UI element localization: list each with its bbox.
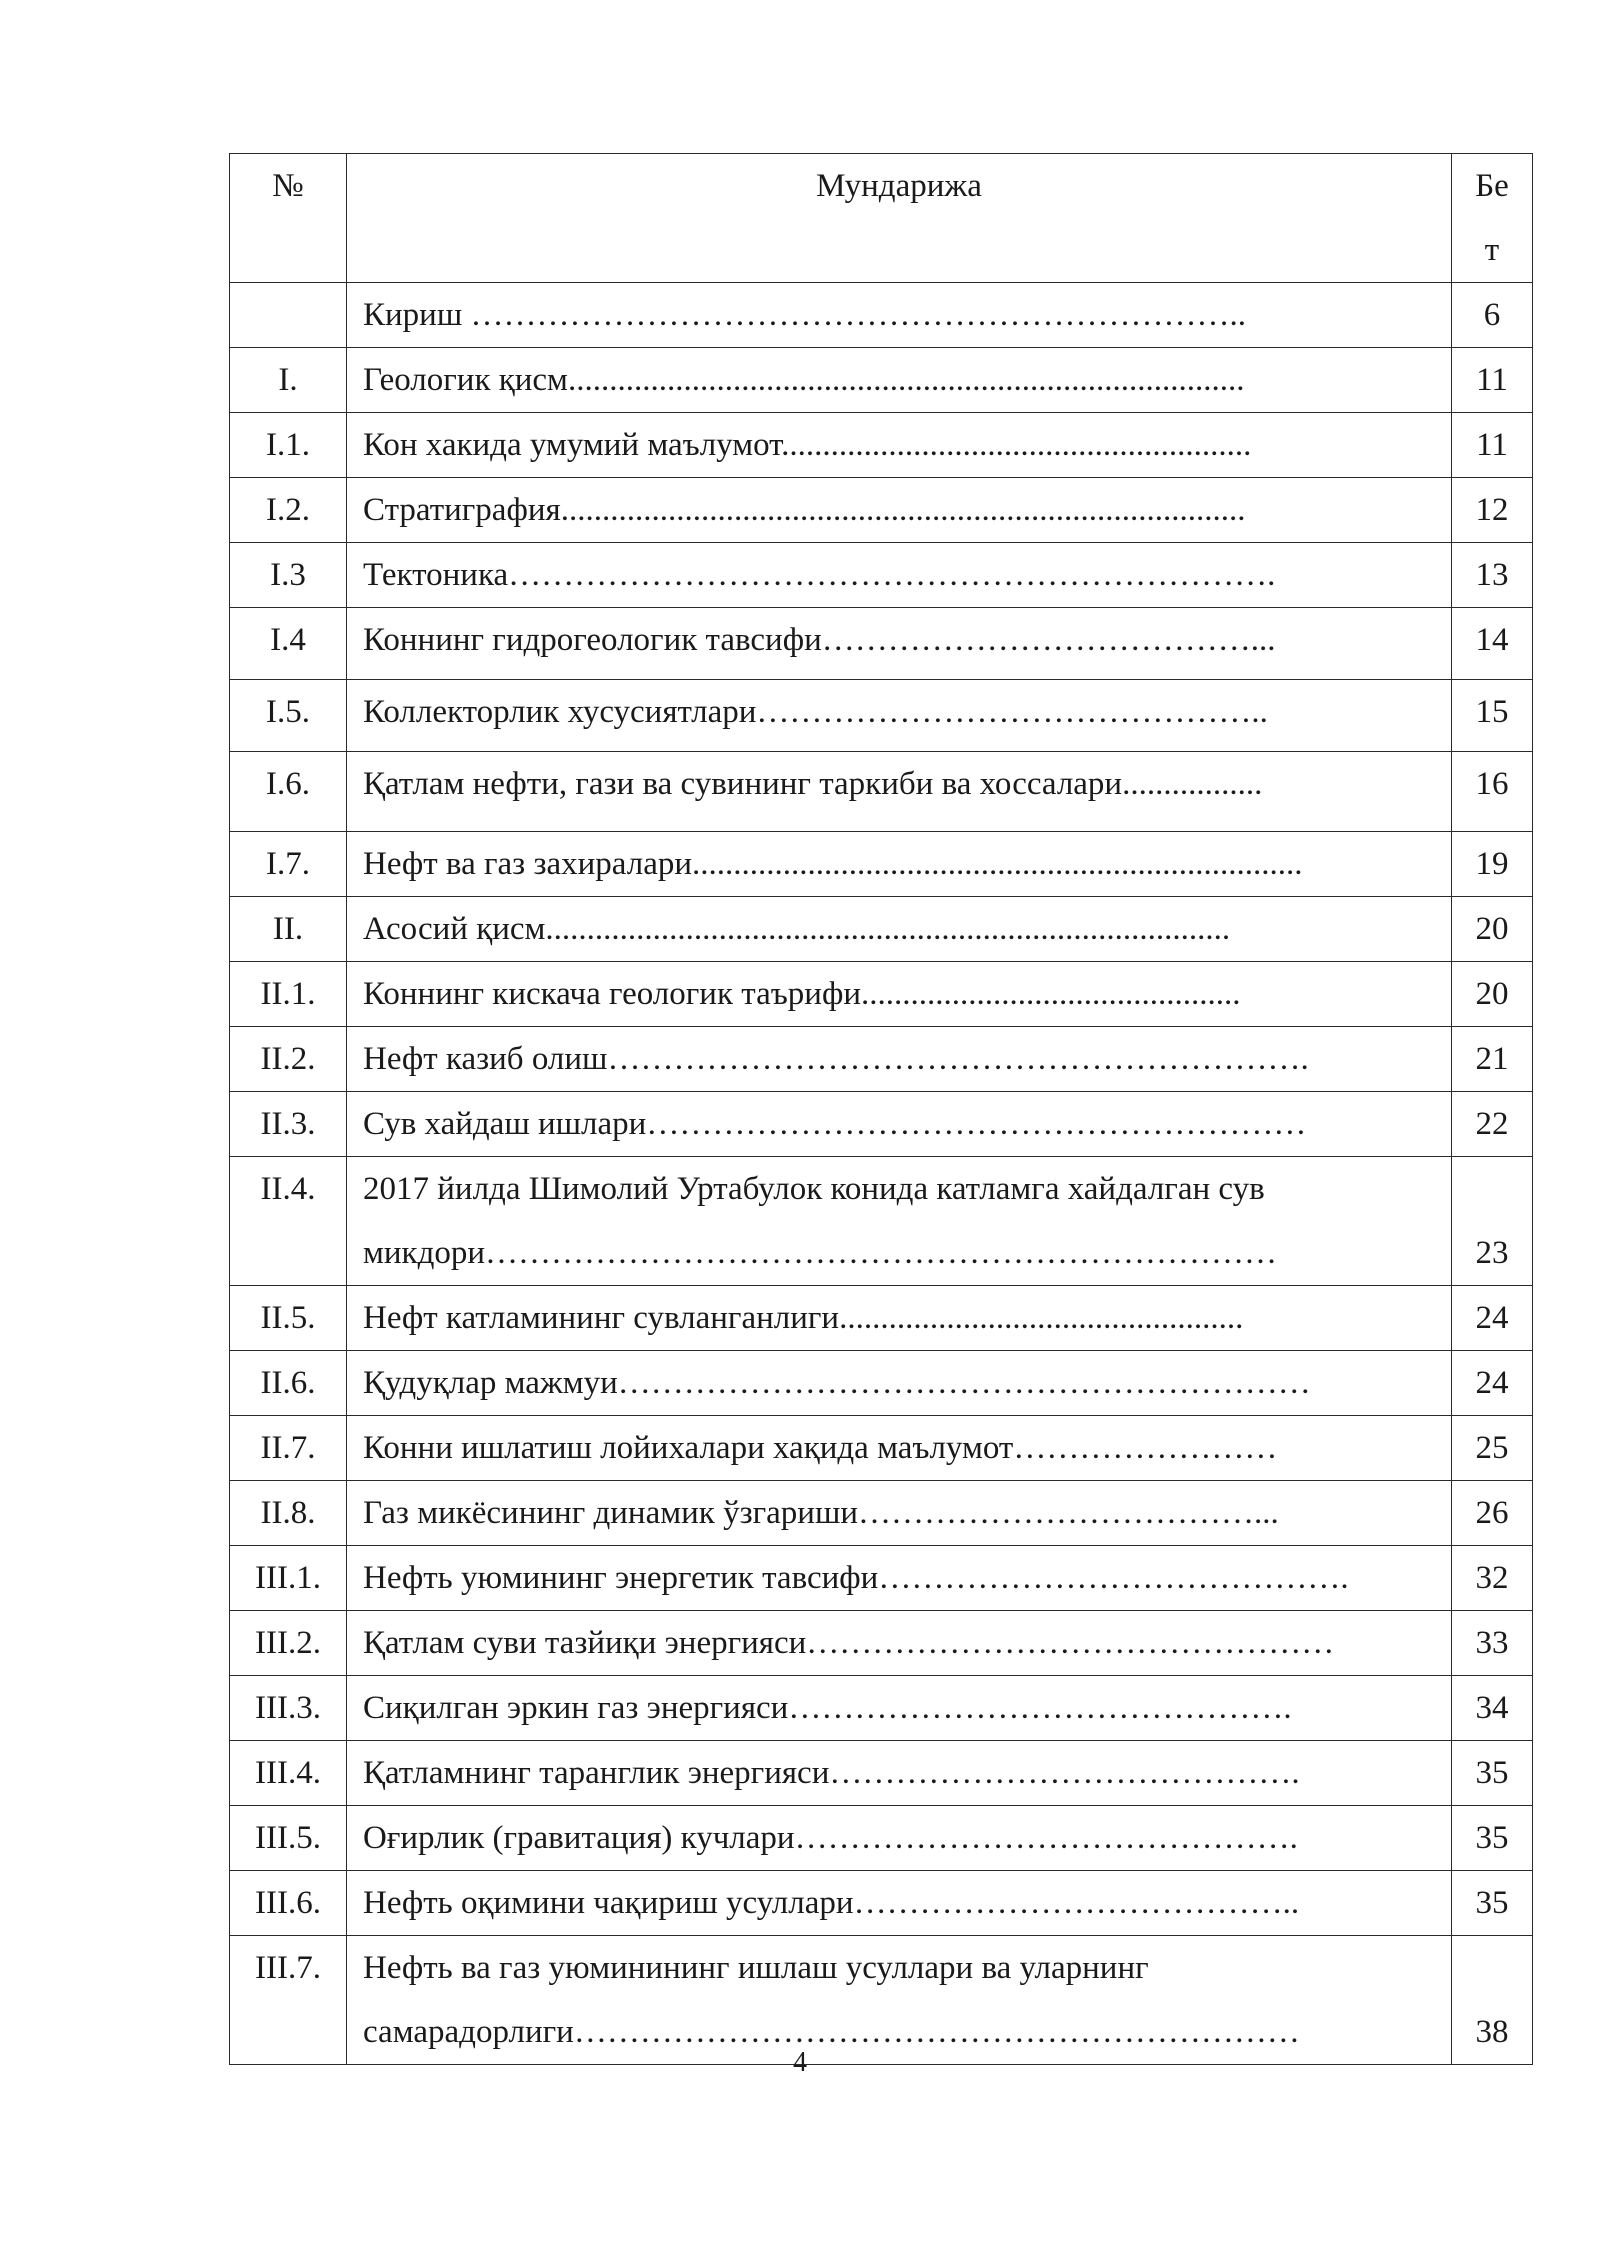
entry-page-number: 35 — [1452, 1871, 1533, 1936]
entry-title-cell — [347, 1351, 1452, 1416]
entry-title-line — [363, 543, 1443, 607]
table-row — [230, 1611, 1533, 1676]
entry-title: Коннинг кискача геологик таърифи — [363, 976, 861, 1012]
table-row — [230, 752, 1533, 832]
entry-title-cell — [347, 1936, 1452, 2065]
table-row — [230, 1157, 1533, 1286]
entry-title-line — [363, 1027, 1443, 1091]
entry-title: Коннинг гидрогеологик тавсифи — [363, 622, 822, 658]
entry-title-continuation: микдори — [363, 1235, 486, 1271]
entry-title: Стратиграфия — [363, 492, 561, 528]
entry-dot-leader: ................................................................................... — [545, 911, 1231, 947]
entry-number: II.1. — [230, 962, 347, 1027]
entry-number: III.4. — [230, 1741, 347, 1806]
entry-page-number: 25 — [1452, 1416, 1533, 1481]
table-row — [230, 608, 1533, 680]
entry-title-cell — [347, 1611, 1452, 1676]
page-number: 4 — [793, 2047, 807, 2078]
entry-dot-leader: ................................................. — [839, 1300, 1244, 1336]
entry-dot-leader: …………………………………... — [821, 622, 1276, 658]
entry-title-line — [363, 608, 1443, 672]
entry-title-line — [363, 832, 1443, 896]
entry-dot-leader: …………………………………………………… — [646, 1106, 1307, 1142]
entry-number: II.7. — [230, 1416, 347, 1481]
table-row — [230, 962, 1533, 1027]
table-row — [230, 413, 1533, 478]
entry-title-cell — [347, 1546, 1452, 1611]
entry-title: Нефть ва газ уюминининг ишлаш усуллари ва уларнинг — [363, 1950, 1149, 1986]
entry-title: Кириш — [363, 297, 463, 333]
entry-title-line — [363, 1871, 1443, 1935]
entry-title-line — [363, 348, 1443, 412]
entry-dot-leader: ……………………………………………………… — [617, 1365, 1311, 1401]
entry-title-cell — [347, 680, 1452, 752]
table-of-contents — [229, 153, 1533, 2065]
table-row — [230, 1481, 1533, 1546]
entry-title-line — [363, 752, 1443, 816]
entry-title: Асосий қисм — [363, 911, 546, 947]
entry-title-line — [363, 1546, 1443, 1610]
entry-number: I.1. — [230, 413, 347, 478]
entry-number: II. — [230, 897, 347, 962]
entry-title: 2017 йилда Шимолий Уртабулок конида катламга хайдалган сув — [363, 1171, 1265, 1207]
entry-title-continuation-line — [363, 1221, 1443, 1285]
entry-number: II.8. — [230, 1481, 347, 1546]
entry-title-cell — [347, 478, 1452, 543]
entry-page-number: 16 — [1452, 752, 1533, 832]
table-row — [230, 897, 1533, 962]
table-row — [230, 348, 1533, 413]
entry-title: Нефть оқимини чақириш усуллари — [363, 1885, 854, 1921]
entry-title-line — [363, 1741, 1443, 1805]
table-row — [230, 832, 1533, 897]
entry-title-cell — [347, 1157, 1452, 1286]
entry-page-number: 35 — [1452, 1741, 1533, 1806]
entry-number: II.2. — [230, 1027, 347, 1092]
entry-title: Сиқилган эркин газ энергияси — [363, 1690, 789, 1726]
header-number: № — [230, 154, 347, 283]
entry-number: I.7. — [230, 832, 347, 897]
entry-dot-leader: ……………………………………………………………. — [508, 557, 1276, 593]
entry-number: II.3. — [230, 1092, 347, 1157]
entry-page-number: 24 — [1452, 1351, 1533, 1416]
entry-number: I.4 — [230, 608, 347, 680]
entry-number: III.3. — [230, 1676, 347, 1741]
table-row — [230, 1092, 1533, 1157]
entry-page-number: 26 — [1452, 1481, 1533, 1546]
entry-title-cell — [347, 752, 1452, 832]
table-row — [230, 1741, 1533, 1806]
entry-title-cell — [347, 962, 1452, 1027]
entry-dot-leader: ………………………………….. — [853, 1885, 1300, 1921]
entry-title: Нефт казиб олиш — [363, 1041, 608, 1077]
entry-page-number: 24 — [1452, 1286, 1533, 1351]
entry-page-number: 35 — [1452, 1806, 1533, 1871]
entry-page-number: 21 — [1452, 1027, 1533, 1092]
entry-number: II.4. — [230, 1157, 347, 1286]
table-row — [230, 543, 1533, 608]
entry-title-line — [363, 478, 1443, 542]
entry-title-line — [363, 1676, 1443, 1740]
entry-title: Қудуқлар мажмуи — [363, 1365, 618, 1401]
table-row — [230, 1676, 1533, 1741]
entry-title-cell — [347, 1741, 1452, 1806]
entry-title-cell — [347, 897, 1452, 962]
entry-dot-leader: ………………………………………… — [806, 1625, 1335, 1661]
table-row — [230, 1806, 1533, 1871]
entry-title: Нефть уюмининг энергетик тавсифи — [363, 1560, 879, 1596]
entry-title-line — [363, 1092, 1443, 1156]
header-page-line2: т — [1484, 232, 1500, 268]
entry-title-cell — [347, 1286, 1452, 1351]
entry-title-line — [363, 1806, 1443, 1870]
entry-title-cell — [347, 608, 1452, 680]
entry-title: Коллекторлик хусусиятлари — [363, 694, 757, 730]
entry-title-cell — [347, 1416, 1452, 1481]
entry-number: III.2. — [230, 1611, 347, 1676]
entry-title-cell — [347, 1871, 1452, 1936]
entry-title-line — [363, 1481, 1443, 1545]
entry-dot-leader: .............................................. — [860, 976, 1241, 1012]
entry-number: I.3 — [230, 543, 347, 608]
entry-dot-leader: .................................................................................. — [567, 362, 1245, 398]
entry-title-line — [363, 1286, 1443, 1350]
entry-number: III.1. — [230, 1546, 347, 1611]
entry-title: Қатламнинг таранглик энергияси — [363, 1755, 830, 1791]
entry-dot-leader: ……………………………………….. — [756, 694, 1268, 730]
entry-dot-leader: ………………………………………………………. — [607, 1041, 1309, 1077]
entry-page-number: 13 — [1452, 543, 1533, 608]
entry-number: I.6. — [230, 752, 347, 832]
entry-title-cell — [347, 832, 1452, 897]
entry-number: I. — [230, 348, 347, 413]
header-title: Мундарижа — [347, 154, 1452, 283]
entry-page-number: 11 — [1452, 348, 1533, 413]
entry-title-cell — [347, 348, 1452, 413]
entry-page-number: 23 — [1452, 1157, 1533, 1286]
table-body — [230, 283, 1533, 2065]
entry-title-continuation: самарадорлиги — [363, 2014, 574, 2050]
entry-title: Қатлам суви тазйиқи энергияси — [363, 1625, 807, 1661]
table-row — [230, 478, 1533, 543]
entry-title-cell — [347, 543, 1452, 608]
entry-dot-leader: ………………………………………. — [794, 1820, 1298, 1856]
table-header-row — [230, 154, 1533, 283]
entry-title-line — [363, 1416, 1443, 1480]
entry-title-cell — [347, 1027, 1452, 1092]
entry-number: I.5. — [230, 680, 347, 752]
entry-page-number: 32 — [1452, 1546, 1533, 1611]
table-row — [230, 1936, 1533, 2065]
entry-dot-leader: ………………………………... — [858, 1495, 1279, 1531]
entry-number: III.7. — [230, 1936, 347, 2065]
header-page — [1452, 154, 1533, 283]
entry-title: Газ микёсининг динамик ўзгариши — [363, 1495, 859, 1531]
entry-dot-leader: .......................................................................... — [692, 846, 1303, 882]
entry-title: Конни ишлатиш лойихалари хақида маълумот — [363, 1430, 1014, 1466]
entry-dot-leader: ……………………………………. — [878, 1560, 1349, 1596]
entry-number: III.6. — [230, 1871, 347, 1936]
entry-dot-leader: ................. — [1122, 766, 1263, 802]
entry-page-number: 15 — [1452, 680, 1533, 752]
entry-number — [230, 283, 347, 348]
entry-title-cell — [347, 1676, 1452, 1741]
entry-page-number: 6 — [1452, 283, 1533, 348]
entry-dot-leader: …………………………………………………………….. — [462, 297, 1246, 333]
entry-title-cell — [347, 1806, 1452, 1871]
entry-dot-leader: …………………… — [1013, 1430, 1278, 1466]
entry-title-line — [363, 962, 1443, 1026]
entry-title-line — [363, 413, 1443, 477]
entry-number: II.5. — [230, 1286, 347, 1351]
entry-page-number: 34 — [1452, 1676, 1533, 1741]
entry-page-number: 12 — [1452, 478, 1533, 543]
entry-title-line — [363, 283, 1443, 347]
table-row — [230, 283, 1533, 348]
entry-page-number: 20 — [1452, 897, 1533, 962]
entry-page-number: 19 — [1452, 832, 1533, 897]
entry-dot-leader: ………………………………………. — [788, 1690, 1292, 1726]
table-row — [230, 1416, 1533, 1481]
entry-dot-leader: ………………………………………………………… — [573, 2014, 1300, 2050]
table-row — [230, 1286, 1533, 1351]
entry-title: Нефт ва газ захиралари — [363, 846, 693, 882]
entry-title-line — [363, 1611, 1443, 1675]
entry-title: Оғирлик (гравитация) кучлари — [363, 1820, 795, 1856]
entry-page-number: 38 — [1452, 1936, 1533, 2065]
entry-page-number: 22 — [1452, 1092, 1533, 1157]
entry-title-cell — [347, 413, 1452, 478]
entry-dot-leader: ......................................................... — [781, 427, 1252, 463]
entry-title-cell — [347, 1092, 1452, 1157]
entry-number: II.6. — [230, 1351, 347, 1416]
entry-dot-leader: ……………………………………………………………… — [485, 1235, 1278, 1271]
entry-title-cell — [347, 1481, 1452, 1546]
table-row — [230, 1871, 1533, 1936]
entry-title: Геологик қисм — [363, 362, 568, 398]
entry-page-number: 33 — [1452, 1611, 1533, 1676]
entry-page-number: 14 — [1452, 608, 1533, 680]
table-row — [230, 1546, 1533, 1611]
entry-title-line — [363, 1351, 1443, 1415]
entry-page-number: 20 — [1452, 962, 1533, 1027]
entry-number: I.2. — [230, 478, 347, 543]
entry-title: Тектоника — [363, 557, 509, 593]
entry-title: Нефт катламининг сувланганлиги — [363, 1300, 840, 1336]
entry-dot-leader: ................................................................................... — [560, 492, 1246, 528]
entry-title: Кон хакида умумий маълумот — [363, 427, 782, 463]
entry-page-number: 11 — [1452, 413, 1533, 478]
header-page-line1: Бе — [1475, 168, 1509, 204]
entry-title-line — [363, 897, 1443, 961]
entry-title: Сув хайдаш ишлари — [363, 1106, 647, 1142]
table-row — [230, 680, 1533, 752]
entry-title-cell — [347, 283, 1452, 348]
entry-number: III.5. — [230, 1806, 347, 1871]
entry-title: Қатлам нефти, гази ва сувининг таркиби ва хоссалари — [363, 766, 1123, 802]
entry-dot-leader: ……………………………………. — [829, 1755, 1300, 1791]
table-row — [230, 1027, 1533, 1092]
table-row — [230, 1351, 1533, 1416]
entry-title-line — [363, 680, 1443, 744]
